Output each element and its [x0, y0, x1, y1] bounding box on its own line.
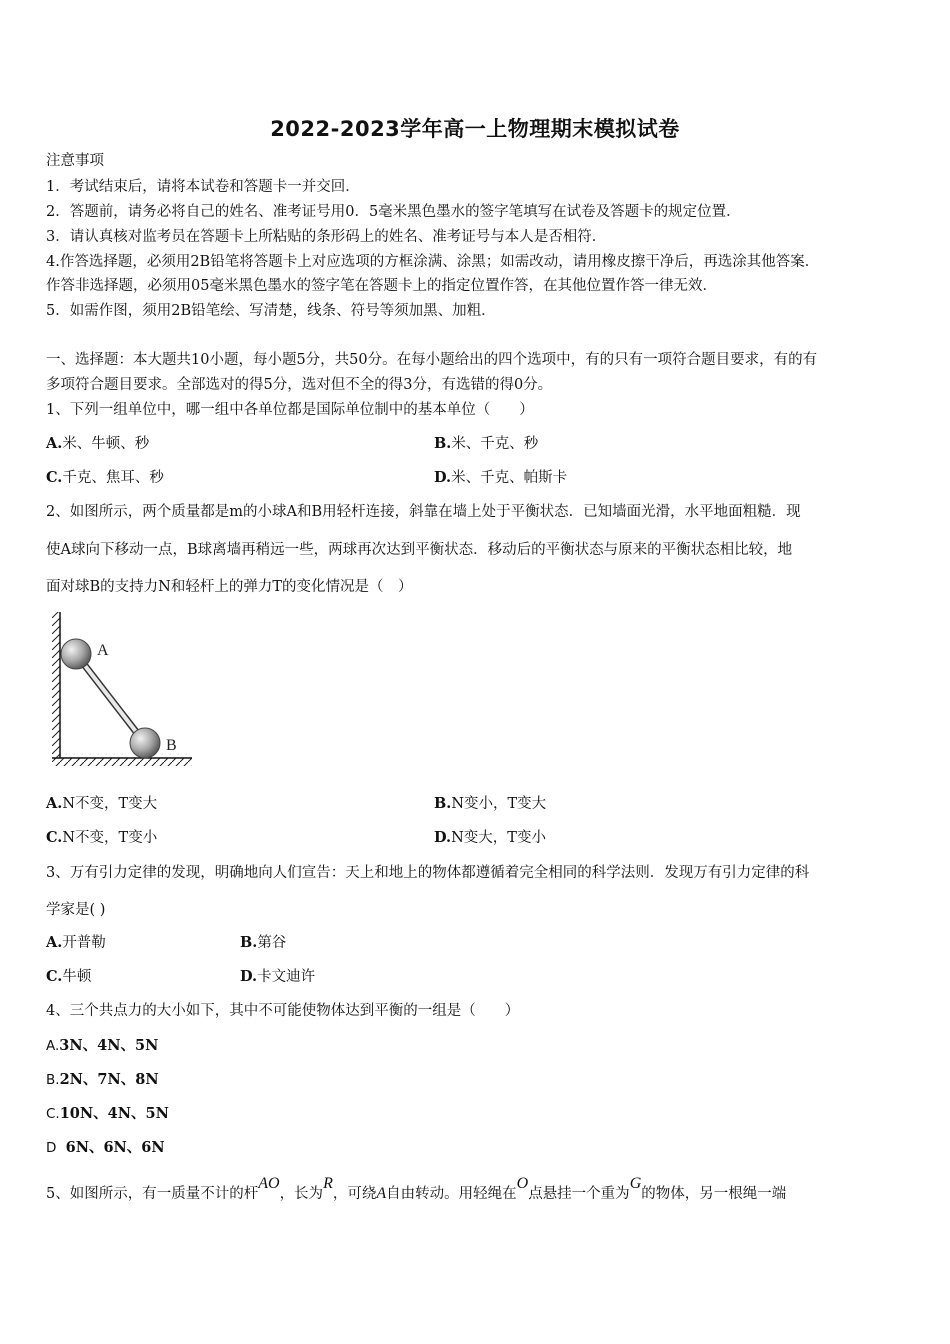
- q1-option-d: D.米、千克、帕斯卡: [434, 469, 568, 486]
- symbol-r: R: [323, 1175, 333, 1192]
- symbol-a: A: [376, 1185, 387, 1202]
- q2-option-a: A.N不变，T变大: [46, 795, 158, 812]
- label-a: A: [97, 642, 109, 659]
- q4-option-d: D 6N、6N、6N: [46, 1139, 165, 1156]
- q1-option-c: C.千克、焦耳、秒: [46, 469, 164, 486]
- q1-option-b: B.米、千克、秒: [434, 435, 539, 452]
- ball-a: [61, 639, 91, 669]
- q3-option-a: A.开普勒: [46, 934, 106, 951]
- notice-heading: 注意事项: [46, 153, 104, 169]
- notice-item-2: 2．答题前，请务必将自己的姓名、准考证号用0．5毫米黑色墨水的签字笔填写在试卷及答题卡的规定位置．: [46, 204, 741, 220]
- q5-stem: 5、如图所示，有一质量不计的杆AO，长为R，可绕A自由转动。用轻绳在O点悬挂一个重为G的物体，另一根绳一端: [46, 1175, 787, 1202]
- section-intro-line-2: 多项符合题目要求。全部选对的得5分，选对但不全的得3分，有选错的得0分。: [46, 377, 553, 393]
- q2-figure-rod-balls: [44, 610, 204, 772]
- symbol-g: G: [629, 1175, 642, 1192]
- q3-option-c: C.牛顿: [46, 968, 92, 985]
- q3-stem-line-2: 学家是( ): [46, 902, 106, 918]
- notice-item-5: 5．如需作图，须用2B铅笔绘、写清楚，线条、符号等须加黑、加粗．: [46, 303, 496, 319]
- q2-option-d: D.N变大，T变小: [434, 829, 546, 846]
- q3-stem-line-1: 3、万有引力定律的发现，明确地向人们宣告：天上和地上的物体都遵循着完全相同的科学法则．发现万有引力定律的科: [46, 865, 810, 881]
- q3-option-b: B.第谷: [240, 934, 287, 951]
- q1-option-a: A.米、牛顿、秒: [46, 435, 150, 452]
- q2-option-c: C.N不变，T变小: [46, 829, 158, 846]
- q4-option-a: A.3N、4N、5N: [46, 1037, 159, 1054]
- q1-stem: 1、下列一组单位中，哪一组中各单位都是国际单位制中的基本单位（ ）: [46, 402, 534, 418]
- label-b: B: [166, 737, 177, 754]
- q2-option-b: B.N变小，T变大: [434, 795, 547, 812]
- rod: [76, 654, 144, 742]
- notice-item-4: 4.作答选择题，必须用2B铅笔将答题卡上对应选项的方框涂满、涂黑；如需改动，请用橡皮擦干净后，再选涂其他答案．: [46, 254, 820, 270]
- symbol-ao: AO: [258, 1175, 280, 1192]
- q2-stem-line-1: 2、如图所示，两个质量都是m的小球A和B用轻杆连接，斜靠在墙上处于平衡状态．已知墙面光滑，水平地面粗糙．现: [46, 504, 801, 520]
- notice-item-4-cont: 作答非选择题，必须用05毫米黑色墨水的签字笔在答题卡上的指定位置作答，在其他位置作答一律无效．: [46, 278, 717, 294]
- q4-option-c: C.10N、4N、5N: [46, 1105, 169, 1122]
- section-intro-line-1: 一、选择题：本大题共10小题，每小题5分，共50分。在每小题给出的四个选项中，有的只有一项符合题目要求，有的有: [46, 352, 818, 368]
- ball-b: [130, 728, 160, 758]
- notice-item-3: 3．请认真核对监考员在答题卡上所粘贴的条形码上的姓名、准考证号与本人是否相符．: [46, 229, 607, 245]
- q4-option-b: B.2N、7N、8N: [46, 1071, 159, 1088]
- ground: [52, 758, 192, 766]
- q4-stem: 4、三个共点力的大小如下，其中不可能使物体达到平衡的一组是（ ）: [46, 1003, 520, 1019]
- page-title: 2022-2023学年高一上物理期末模拟试卷: [270, 117, 680, 141]
- symbol-o: O: [516, 1175, 529, 1192]
- q2-stem-line-2: 使A球向下移动一点，B球离墙再稍远一些，两球再次达到平衡状态．移动后的平衡状态与原来的平衡状态相比较，地: [46, 542, 793, 558]
- q2-stem-line-3: 面对球B的支持力N和轻杆上的弹力T的变化情况是（ ）: [46, 579, 413, 595]
- wall: [52, 612, 60, 758]
- notice-item-1: 1．考试结束后，请将本试卷和答题卡一并交回．: [46, 179, 360, 195]
- q3-option-d: D.卡文迪许: [240, 968, 316, 985]
